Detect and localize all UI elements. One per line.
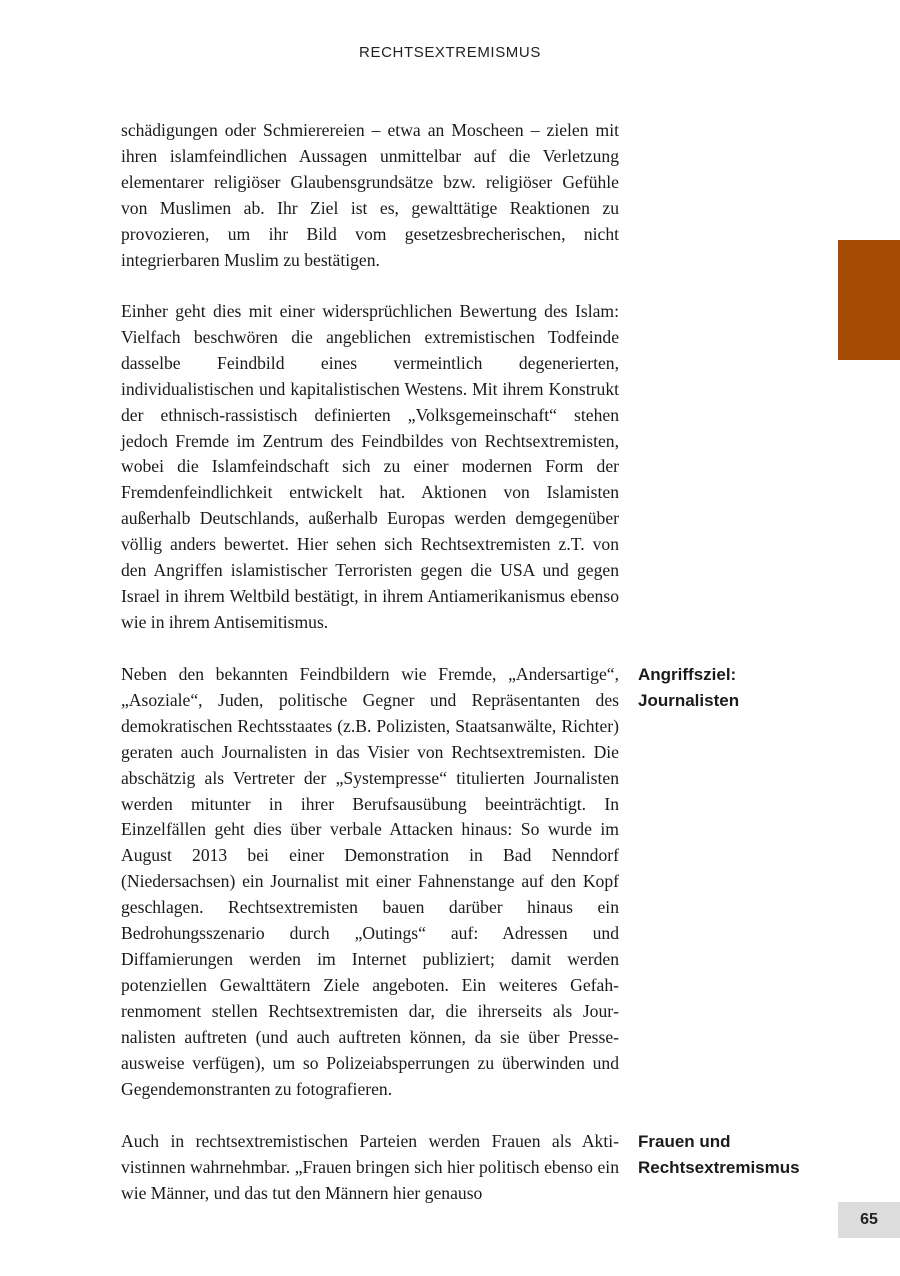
body-paragraph-3: Neben den bekannten Feindbildern wie Fremde, „Andersartige“, „Asoziale“, Juden, politische Gegner und Repräsentanten des demokratischen Rechtsstaates (z.B. Polizisten, Staatsanwälte, Richter) geraten auch Journalisten in das Visier von Rechtsextremisten. Die abschätzig als Vertreter der „Systempresse“ titulierten Journalisten werden mitunter in ihrer Berufsausübung beeinträchtigt. In Einzelfällen geht dies über verbale Attacken hinaus: So wurde im August 2013 bei einer Demonstration in Bad Nenndorf (Niedersachsen) ein Journalist mit einer Fahnenstange auf den Kopf geschlagen. Rechtsextremisten bauen darüber hinaus ein Bedrohungsszenario durch „Outings“ auf: Adressen und Diffamierungen werden im Internet publiziert; damit werden potenziellen Gewalttätern Ziele angeboten. Ein weiteres Gefahrenmoment stellen Rechtsextremisten dar, die ihrerseits als Journalisten auftreten (und auch auftreten können, da sie über Presseausweise verfügen), um so Polizeiabsperrungen zu überwinden und Gegendemonstranten zu fotografieren.: [121, 664, 619, 1099]
marginal-note-line: Rechtsextremismus: [638, 1158, 800, 1177]
marginal-note-women: [638, 1129, 828, 1181]
chapter-tab-marker: [838, 240, 900, 360]
body-paragraph-1: schädigungen oder Schmierereien – etwa an Moscheen – zielen mit ihren islamfeindlichen Aussagen unmittelbar auf die Verletzung elementarer religiöser Glaubensgrundsätze bzw. religiöser Gefühle von Muslimen ab. Ihr Ziel ist es, gewalttätige Reaktionen zu provozieren, um ihr Bild vom gesetzesbrecherischen, nicht integrierbaren Muslim zu bestätigen.: [121, 120, 619, 270]
marginal-note-line: Angriffsziel:: [638, 665, 737, 684]
marginal-note-line: Frauen und: [638, 1132, 731, 1151]
page-number: 65: [838, 1202, 900, 1238]
body-paragraph-4: Auch in rechtsextremistischen Parteien werden Frauen als Aktivistinnen wahrnehmbar. „Frauen bringen sich hier politisch ebenso ein wie Männer, und das tut den Männern hier genauso: [121, 1131, 619, 1203]
marginal-note-journalists: [638, 662, 828, 714]
marginal-note-line: Journalisten: [638, 691, 740, 710]
body-paragraph-2: Einher geht dies mit einer widersprüchlichen Bewertung des Islam: Vielfach beschwören die angeblichen extremistischen Todfeinde dasselbe Feindbild eines vermeintlich degenerierten, individualistischen und kapitalistischen Westens. Mit ihrem Konstrukt der ethnisch-rassistisch definierten „Volksgemeinschaft“ stehen jedoch Fremde im Zentrum des Feindbildes von Rechtsextremisten, wobei die Islamfeindschaft sich zu einer modernen Form der Fremdenfeindlichkeit entwickelt hat. Aktionen von Islamisten außerhalb Deutschlands, außerhalb Europas werden demgegenüber völlig anders bewertet. Hier sehen sich Rechtsextremisten z.T. von den Angriffen islamistischer Terroristen gegen die USA und gegen Israel in ihrem Weltbild bestätigt, in ihrem Antiamerikanismus ebenso wie in ihrem Antisemitismus.: [121, 301, 619, 632]
running-header: RECHTSEXTREMISMUS: [359, 44, 541, 61]
